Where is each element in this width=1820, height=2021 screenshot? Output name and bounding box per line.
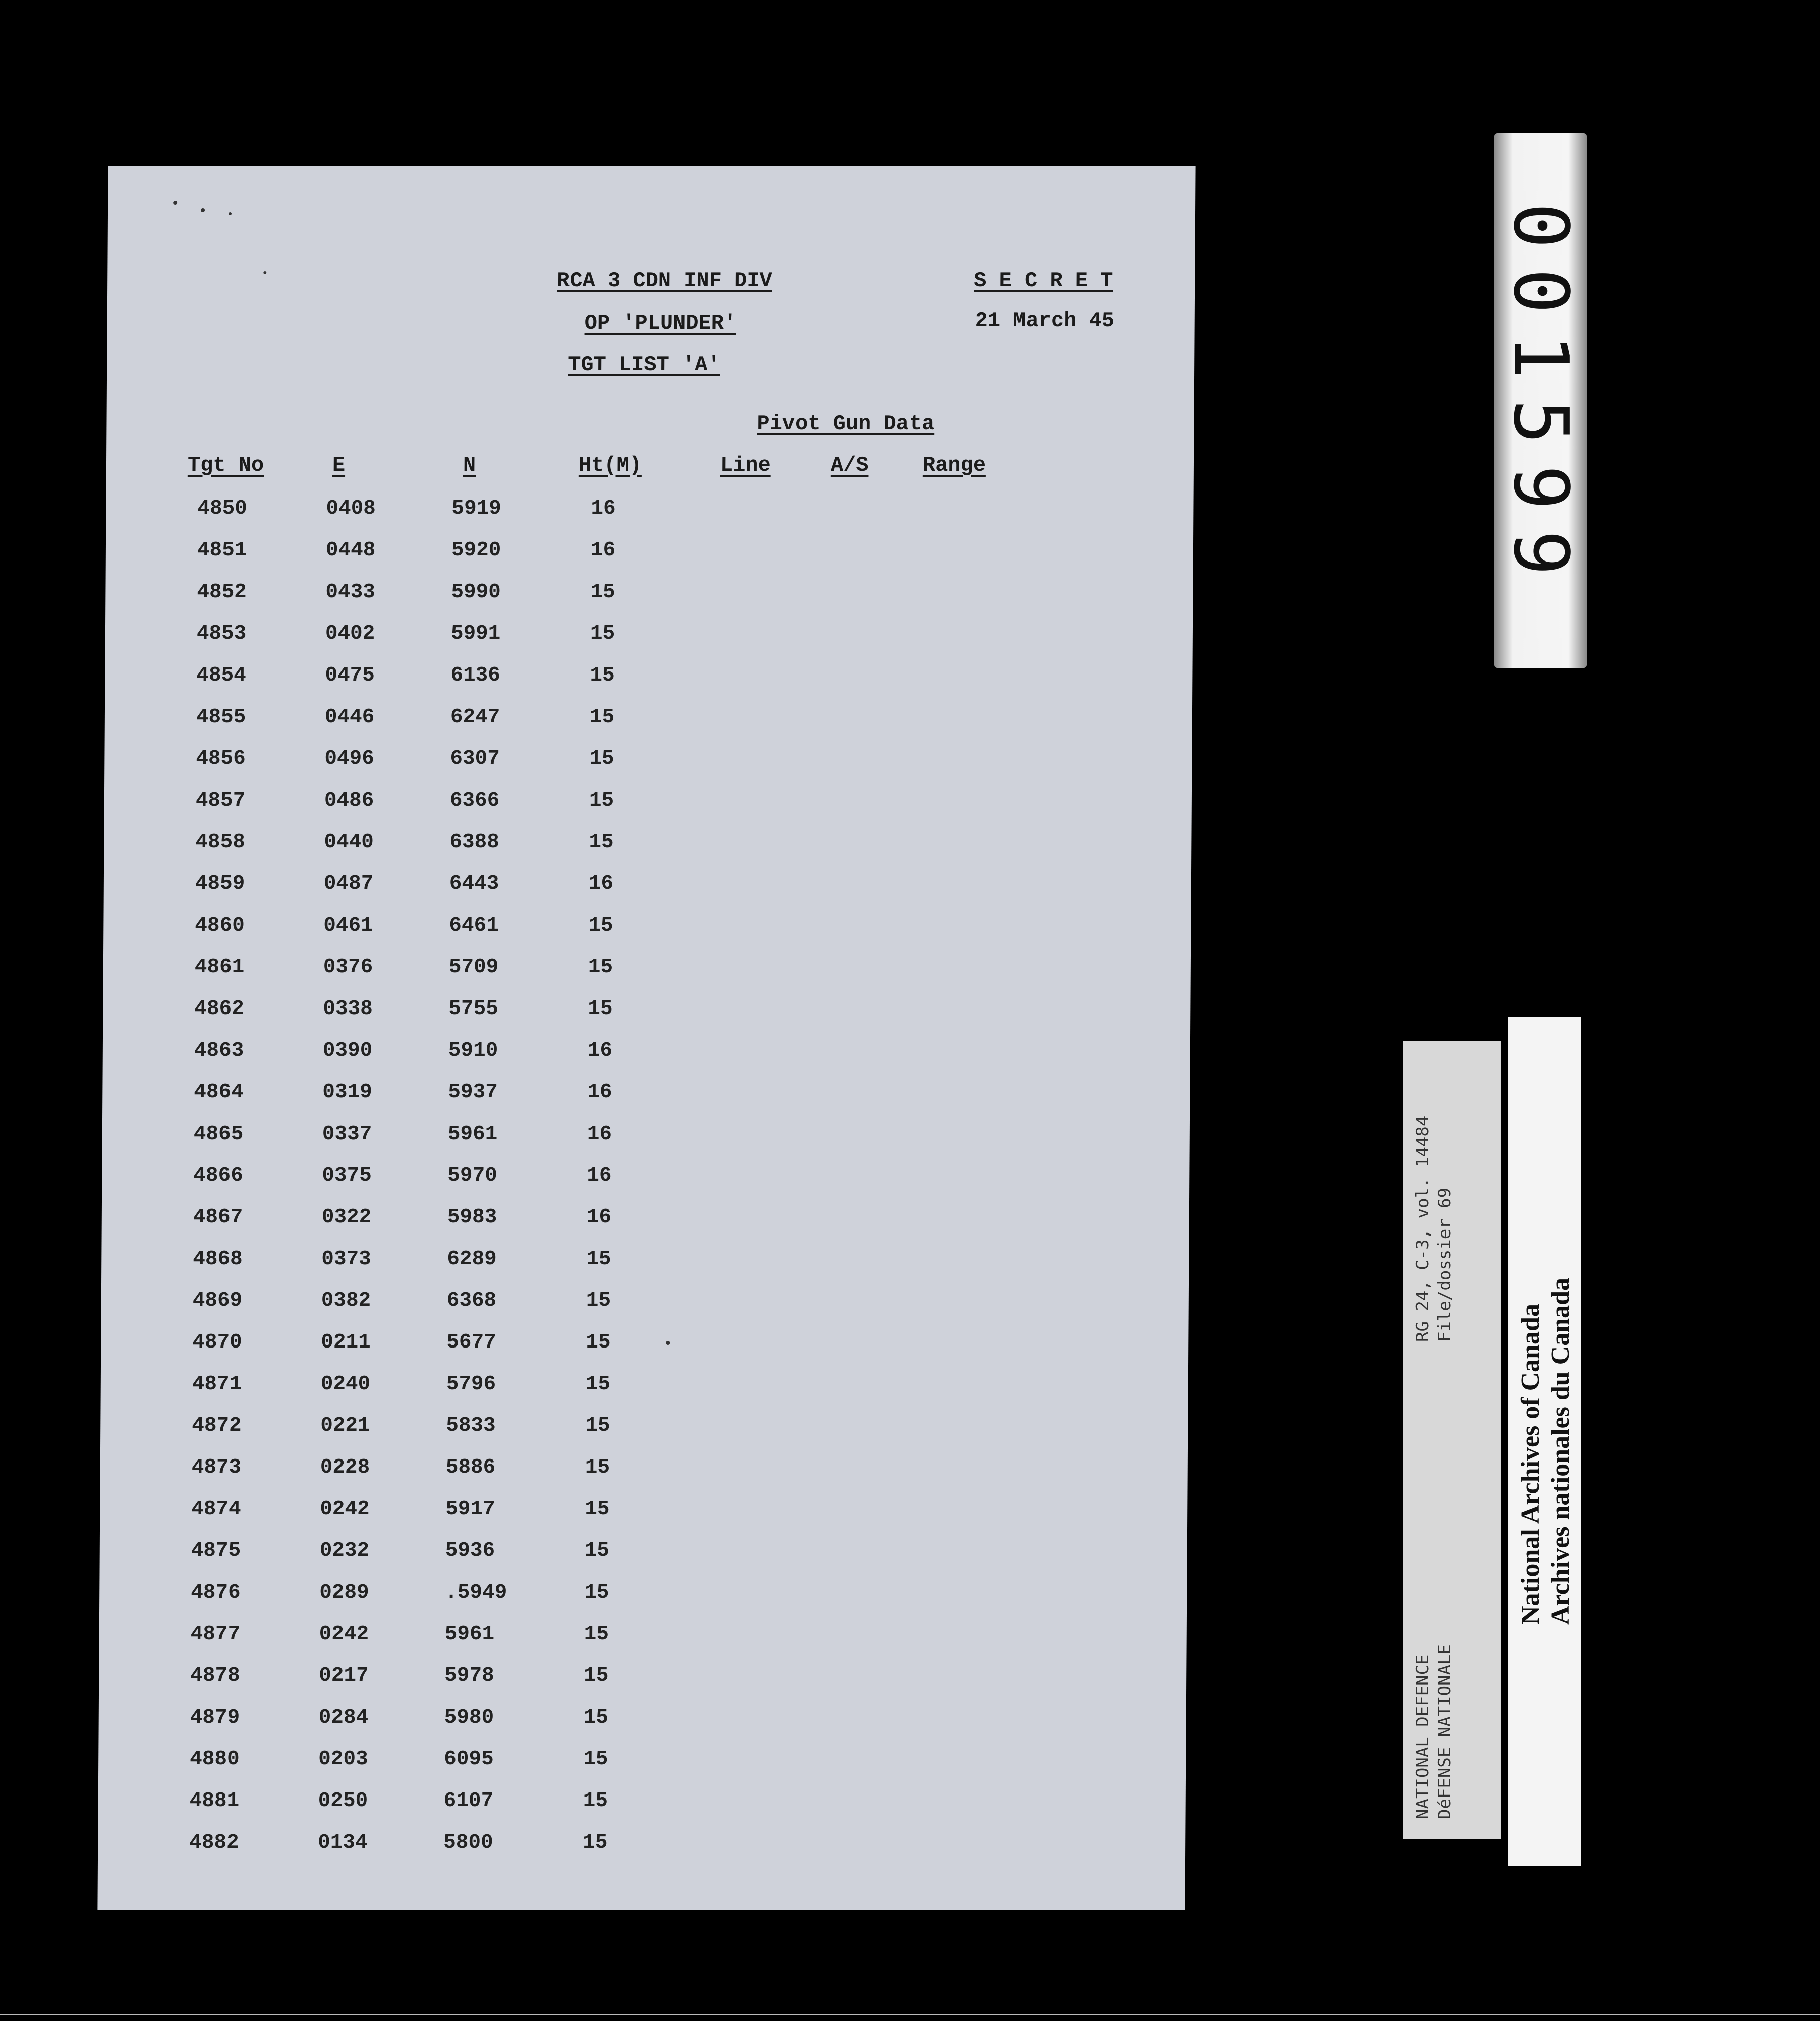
height-cell: 15 [590, 581, 615, 604]
dept-names [1412, 1644, 1456, 1819]
height-cell: 16 [587, 1164, 612, 1187]
northing-cell: 5990 [451, 581, 501, 604]
easting-cell: 0338 [323, 997, 373, 1021]
speck [229, 212, 232, 215]
frame-number-strip [1494, 133, 1587, 668]
easting-cell: 0228 [320, 1456, 370, 1479]
height-cell: 15 [584, 1664, 609, 1688]
height-cell: 15 [583, 1789, 608, 1813]
archive-name [1516, 1278, 1576, 1625]
archive-reference-label [1403, 1041, 1501, 1839]
dept-fr: DéFENSE NATIONALE [1435, 1644, 1455, 1819]
table-row [105, 664, 1193, 706]
tgt-no-cell: 4854 [196, 664, 246, 687]
speck [666, 1341, 670, 1345]
northing-cell: 5886 [445, 1456, 496, 1479]
northing-cell: 5917 [445, 1498, 495, 1521]
northing-cell: 5910 [448, 1039, 498, 1062]
height-cell: 15 [585, 1498, 610, 1521]
scan-edge-line [0, 2014, 1820, 2015]
northing-cell: 6368 [446, 1289, 497, 1312]
easting-cell: 0284 [318, 1706, 369, 1729]
table-row [98, 1831, 1186, 1873]
easting-cell: 0446 [324, 706, 375, 729]
northing-cell: 5978 [444, 1664, 494, 1688]
northing-cell: 5755 [448, 997, 498, 1021]
tgt-no-cell: 4873 [191, 1456, 242, 1479]
dept-en: NATIONAL DEFENCE [1413, 1654, 1433, 1819]
easting-cell: 0496 [324, 747, 374, 770]
easting-cell: 0322 [321, 1206, 372, 1229]
tgt-no-cell: 4864 [194, 1081, 244, 1104]
height-cell: 15 [583, 1831, 608, 1854]
easting-cell: 0203 [318, 1748, 368, 1771]
tgt-no-cell: 4862 [194, 997, 244, 1021]
northing-cell: 6289 [447, 1248, 497, 1271]
easting-cell: 0319 [322, 1081, 372, 1104]
northing-cell: 6307 [450, 747, 500, 770]
height-cell: 16 [587, 1081, 612, 1104]
height-cell: 15 [589, 747, 614, 770]
table-row [105, 581, 1193, 622]
col-range: Range [922, 453, 986, 477]
tgt-no-cell: 4882 [189, 1831, 239, 1854]
northing-cell: .5949 [445, 1581, 507, 1604]
easting-cell: 0134 [318, 1831, 368, 1854]
northing-cell: 5920 [451, 539, 501, 562]
height-cell: 15 [584, 1581, 609, 1604]
list-heading: TGT LIST 'A' [568, 353, 720, 377]
table-row [105, 622, 1193, 664]
tgt-no-cell: 4868 [193, 1248, 243, 1271]
tgt-no-cell: 4852 [197, 581, 247, 604]
table-row [103, 914, 1191, 956]
northing-cell: 5796 [446, 1373, 496, 1396]
easting-cell: 0433 [325, 581, 375, 604]
unit-heading: RCA 3 CDN INF DIV [557, 269, 772, 293]
table-row [98, 1706, 1186, 1748]
speck [263, 271, 266, 274]
table-row [101, 1206, 1189, 1248]
table-row [99, 1664, 1187, 1706]
easting-cell: 0232 [319, 1539, 370, 1562]
document-page [97, 166, 1195, 1910]
height-cell: 15 [585, 1456, 610, 1479]
tgt-no-cell: 4880 [190, 1748, 240, 1771]
height-cell: 16 [586, 1206, 612, 1229]
tgt-no-cell: 4859 [195, 872, 245, 895]
table-row [103, 997, 1191, 1039]
speck [201, 208, 205, 212]
table-row [100, 1373, 1188, 1414]
northing-cell: 5919 [451, 497, 501, 520]
easting-cell: 0337 [322, 1122, 372, 1146]
archive-name-label [1508, 1017, 1581, 1866]
table-row [100, 1414, 1188, 1456]
tgt-no-cell: 4858 [195, 831, 245, 854]
height-cell: 15 [588, 997, 613, 1021]
easting-cell: 0440 [324, 831, 374, 854]
archive-name-fr: Archives nationales du Canada [1546, 1277, 1575, 1625]
table-row [101, 1248, 1189, 1289]
northing-cell: 5677 [446, 1331, 496, 1354]
tgt-no-cell: 4879 [190, 1706, 240, 1729]
tgt-no-cell: 4861 [194, 956, 245, 979]
height-cell: 15 [586, 1289, 611, 1312]
frame-number: 001599 [1497, 203, 1584, 596]
tgt-no-cell: 4869 [192, 1289, 243, 1312]
height-cell: 15 [585, 1414, 610, 1437]
tgt-no-cell: 4860 [195, 914, 245, 937]
northing-cell: 6107 [443, 1789, 494, 1813]
northing-cell: 6388 [449, 831, 499, 854]
northing-cell: 5991 [450, 622, 501, 645]
table-row [106, 539, 1194, 581]
tgt-no-cell: 4878 [190, 1664, 240, 1688]
height-cell: 16 [590, 539, 616, 562]
table-row [104, 747, 1192, 789]
table-row [101, 1289, 1189, 1331]
height-cell: 15 [589, 706, 615, 729]
height-cell: 15 [590, 622, 615, 645]
table-row [102, 1122, 1190, 1164]
col-e: E [332, 453, 346, 477]
height-cell: 15 [584, 1623, 609, 1646]
tgt-no-cell: 4870 [192, 1331, 242, 1354]
table-row [106, 497, 1194, 539]
height-cell: 15 [588, 914, 613, 937]
col-n: N [463, 453, 476, 477]
table-row [100, 1498, 1188, 1539]
easting-cell: 0211 [321, 1331, 371, 1354]
easting-cell: 0475 [325, 664, 375, 687]
northing-cell: 5980 [444, 1706, 494, 1729]
height-cell: 15 [584, 1539, 610, 1562]
easting-cell: 0289 [319, 1581, 369, 1604]
easting-cell: 0242 [319, 1623, 369, 1646]
tgt-no-cell: 4853 [196, 622, 247, 645]
table-row [101, 1331, 1189, 1373]
northing-cell: 5970 [447, 1164, 497, 1187]
easting-cell: 0486 [324, 789, 374, 812]
table-row [98, 1789, 1186, 1831]
height-cell: 15 [589, 789, 614, 812]
easting-cell: 0375 [322, 1164, 372, 1187]
height-cell: 16 [591, 497, 616, 520]
table-row [99, 1581, 1187, 1623]
col-ht: Ht(M) [578, 453, 642, 477]
tgt-no-cell: 4872 [192, 1414, 242, 1437]
archive-ref-vol: RG 24, C-3, vol. 14484 [1413, 1115, 1433, 1342]
height-cell: 15 [589, 831, 614, 854]
easting-cell: 0408 [326, 497, 376, 520]
height-cell: 16 [587, 1039, 613, 1062]
tgt-no-cell: 4851 [197, 539, 247, 562]
table-row [105, 706, 1193, 747]
col-line: Line [720, 453, 771, 477]
tgt-no-cell: 4877 [190, 1623, 241, 1646]
archive-ref-file: File/dossier 69 [1435, 1187, 1455, 1342]
northing-cell: 6461 [449, 914, 499, 937]
tgt-no-cell: 4875 [191, 1539, 241, 1562]
height-cell: 15 [586, 1331, 611, 1354]
northing-cell: 5983 [447, 1206, 497, 1229]
easting-cell: 0448 [325, 539, 376, 562]
tgt-no-cell: 4881 [189, 1789, 240, 1813]
easting-cell: 0221 [320, 1414, 370, 1437]
tgt-no-cell: 4876 [191, 1581, 241, 1604]
table-row [104, 831, 1192, 872]
northing-cell: 5833 [446, 1414, 496, 1437]
easting-cell: 0382 [321, 1289, 371, 1312]
table-row [102, 1164, 1190, 1206]
easting-cell: 0250 [318, 1789, 368, 1813]
easting-cell: 0240 [320, 1373, 371, 1396]
easting-cell: 0217 [319, 1664, 369, 1688]
height-cell: 16 [587, 1122, 612, 1146]
tgt-no-cell: 4865 [193, 1122, 244, 1146]
archive-name-en: National Archives of Canada [1516, 1304, 1545, 1625]
tgt-no-cell: 4857 [195, 789, 246, 812]
tgt-no-cell: 4856 [196, 747, 246, 770]
classification: S E C R E T [974, 269, 1113, 293]
northing-cell: 5961 [444, 1623, 495, 1646]
easting-cell: 0461 [323, 914, 373, 937]
height-cell: 15 [588, 956, 613, 979]
tgt-no-cell: 4867 [193, 1206, 243, 1229]
table-row [99, 1623, 1187, 1664]
tgt-no-cell: 4866 [193, 1164, 243, 1187]
northing-cell: 5937 [448, 1081, 498, 1104]
northing-cell: 6247 [450, 706, 500, 729]
northing-cell: 5961 [447, 1122, 498, 1146]
northing-cell: 5800 [443, 1831, 493, 1854]
col-tgt-no: Tgt No [187, 453, 264, 477]
easting-cell: 0487 [323, 872, 374, 895]
archive-ref [1412, 1116, 1456, 1342]
easting-cell: 0373 [321, 1248, 371, 1271]
northing-cell: 6095 [444, 1748, 494, 1771]
pivot-gun-data-header: Pivot Gun Data [757, 412, 935, 436]
height-cell: 15 [590, 664, 615, 687]
table-row [100, 1456, 1188, 1498]
northing-cell: 6443 [449, 872, 499, 895]
tgt-no-cell: 4863 [194, 1039, 244, 1062]
easting-cell: 0242 [320, 1498, 370, 1521]
northing-cell: 5709 [448, 956, 499, 979]
table-row [99, 1539, 1187, 1581]
tgt-no-cell: 4850 [197, 497, 247, 520]
height-cell: 15 [585, 1373, 611, 1396]
height-cell: 15 [583, 1748, 608, 1771]
table-row [98, 1748, 1186, 1789]
tgt-no-cell: 4874 [191, 1498, 241, 1521]
table-row [104, 872, 1192, 914]
easting-cell: 0402 [325, 622, 375, 645]
height-cell: 15 [586, 1248, 611, 1271]
table-row [104, 789, 1192, 831]
col-as: A/S [830, 453, 869, 477]
op-heading: OP 'PLUNDER' [584, 311, 737, 335]
table-row [102, 1081, 1190, 1122]
northing-cell: 6366 [449, 789, 500, 812]
document-date: 21 March 45 [975, 309, 1115, 333]
northing-cell: 6136 [450, 664, 500, 687]
height-cell: 15 [583, 1706, 609, 1729]
tgt-no-cell: 4871 [192, 1373, 242, 1396]
tgt-no-cell: 4855 [196, 706, 246, 729]
easting-cell: 0376 [323, 956, 373, 979]
speck [173, 201, 177, 205]
height-cell: 16 [588, 872, 614, 895]
easting-cell: 0390 [322, 1039, 373, 1062]
northing-cell: 5936 [445, 1539, 495, 1562]
table-row [103, 956, 1191, 997]
table-row [102, 1039, 1190, 1081]
